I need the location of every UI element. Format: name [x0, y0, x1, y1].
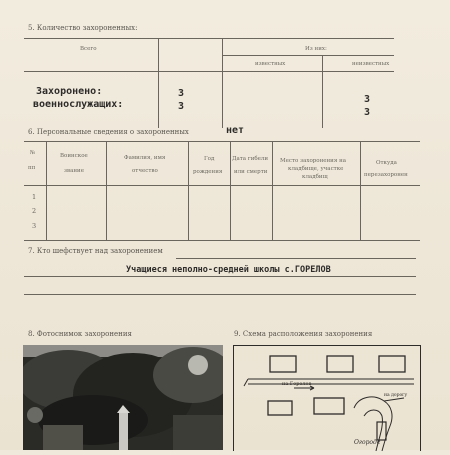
- header-rank-1: Воинское: [60, 153, 88, 159]
- header-place-1: Место захоронения на: [280, 158, 347, 164]
- burial-photo: [23, 345, 223, 450]
- table-5-col-divider-2: [222, 38, 223, 128]
- table-6-col-divider-1: [46, 141, 47, 240]
- header-place-3: кладбищ: [302, 174, 328, 180]
- table-5-header-unknown: неизвестных: [352, 61, 390, 67]
- unknown-count-2: 3: [364, 107, 371, 118]
- total-count-2: 3: [178, 101, 185, 112]
- section-5-title: 5. Количество захороненных:: [28, 24, 138, 32]
- header-rank-2: звание: [64, 168, 84, 174]
- unknown-count-1: 3: [364, 94, 371, 105]
- sponsor-line-3: [24, 294, 416, 295]
- table-6-col-divider-6: [360, 141, 361, 240]
- sponsor-line-2: [24, 276, 416, 277]
- table-5-top-rule: [24, 38, 394, 39]
- header-from-1: Откуда: [376, 160, 397, 166]
- table-6-col-divider-5: [272, 141, 273, 240]
- sponsor-line-1: [176, 258, 416, 259]
- photo-image: [23, 345, 223, 450]
- table-5-sub-rule: [222, 55, 394, 56]
- header-death-1: Дата гибели: [232, 156, 269, 162]
- header-year-2: рождения: [193, 169, 223, 175]
- map-label-to-road: на Горелов: [282, 381, 312, 387]
- sponsor-value: Учащиеся неполно-средней школы с.ГОРЕЛОВ: [126, 265, 331, 275]
- row-label-servicemen: военнослужащих:: [33, 99, 124, 110]
- table-5-header-rule: [24, 71, 394, 72]
- row-label-buried: Захоронено:: [36, 86, 103, 97]
- total-count-1: 3: [178, 88, 185, 99]
- section-8-title: 8. Фотоснимок захоронения: [28, 330, 132, 338]
- header-name-2: отчество: [132, 168, 158, 174]
- section-6-title: 6. Персональные сведения о захороненных: [28, 128, 189, 136]
- section-9-title: 9. Схема расположения захоронения: [234, 330, 373, 338]
- header-name-1: Фамилия, имя: [124, 155, 166, 161]
- table-5-header-total: Всего: [80, 46, 97, 52]
- location-diagram: [233, 345, 421, 451]
- table-5-col-divider-1: [158, 38, 159, 128]
- location-sketch: [234, 346, 420, 451]
- table-6-col-divider-2: [106, 141, 107, 240]
- header-year-1: Год: [204, 156, 215, 162]
- table-5-header-of-them: Из них:: [305, 46, 327, 52]
- table-row-number-2: 2: [32, 207, 37, 215]
- map-label-pointer: Огороде: [354, 439, 381, 446]
- header-from-2: перезахоронен: [364, 172, 408, 178]
- header-num-1: №: [30, 150, 36, 156]
- map-label-to-path: на дорогу: [384, 393, 408, 398]
- header-place-2: кладбище, участке: [288, 166, 344, 172]
- table-5-col-divider-3: [322, 55, 323, 128]
- table-6-col-divider-4: [230, 141, 231, 240]
- table-6-bottom-rule: [24, 240, 420, 241]
- table-row-number-3: 3: [32, 222, 37, 230]
- table-5-header-known: известных: [255, 61, 286, 67]
- table-row-number-1: 1: [32, 193, 37, 201]
- section-6-value: нет: [226, 125, 245, 136]
- table-6-col-divider-3: [188, 141, 189, 240]
- header-death-2: или смерти: [234, 169, 268, 175]
- section-7-title: 7. Кто шефствует над захоронением: [28, 247, 163, 255]
- header-num-2: пп: [28, 165, 36, 171]
